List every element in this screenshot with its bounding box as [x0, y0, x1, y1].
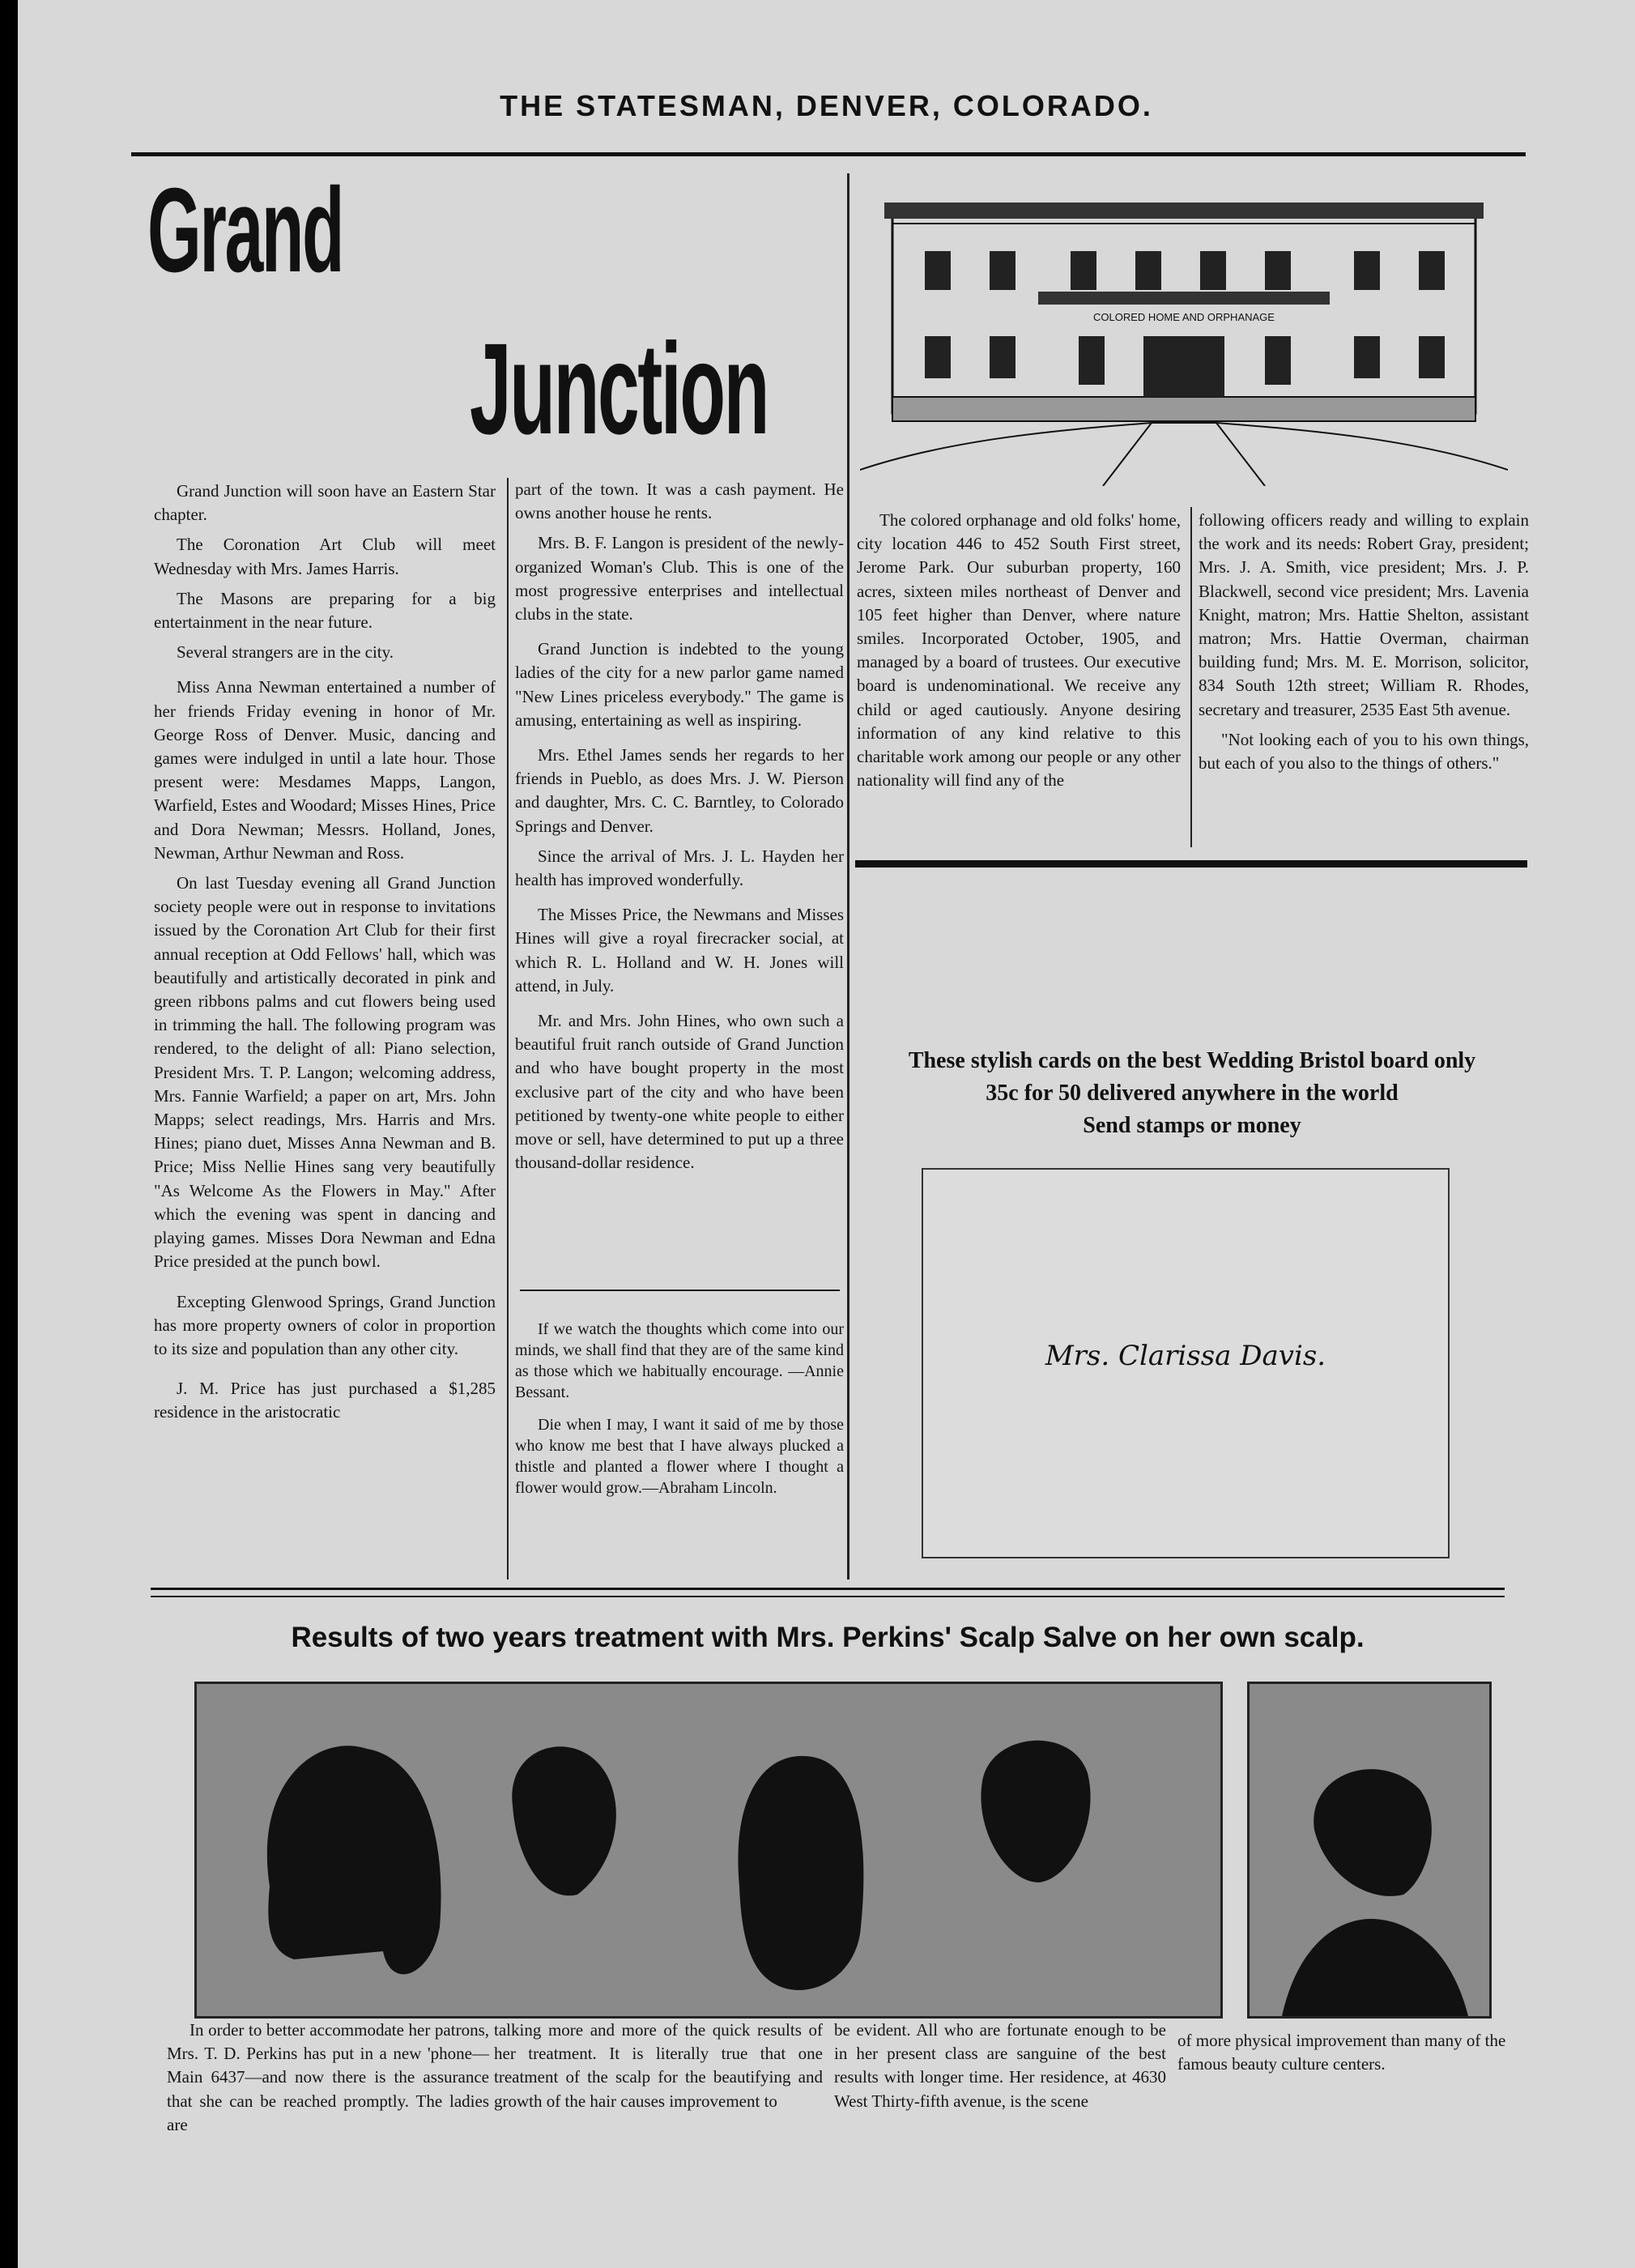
paragraph: part of the town. It was a cash payment. He owns another house he rents. — [515, 480, 844, 523]
title-junction: Junction — [470, 316, 769, 461]
paragraph: Grand Junction is indebted to the young ladies of the city for a new parlor game named "New Lines priceless everybody." The game is amusing, entertaining as well as inspiring. — [515, 639, 844, 730]
orphanage-text-left: The colored orphanage and old folks' home, city location 446 to 452 South First street, Jerome Park. Our suburban property, 160 acres, sixteen miles northeast of Denver and 105 feet higher than Denver, where nature smiles. Incorporated October, 1905, and managed by a board of trustees. Our executive board is undenominational. We receive any child or aged cautiously. Anyone desiring information of any kind relative to this charitable work among our people or any other nationality will find any of the — [857, 510, 1181, 791]
quotes-block — [515, 1319, 844, 1505]
salve-headline: Results of two years treatment with Mrs. Perkins' Scalp Salve on her own scalp. — [291, 1622, 1365, 1653]
orphanage-text-right — [1199, 509, 1529, 782]
masthead-rule — [131, 152, 1526, 156]
paragraph: Since the arrival of Mrs. J. L. Hayden her health has improved wonderfully. — [515, 846, 844, 890]
card-ad-text — [852, 1045, 1532, 1142]
card-ad-line-2: 35c for 50 delivered anywhere in the world — [986, 1081, 1399, 1106]
paragraph: Excepting Glenwood Springs, Grand Junction has more property owners of color in proportion to its size and population than any other city. — [154, 1291, 496, 1358]
masthead: THE STATESMAN, DENVER, COLORADO. — [500, 89, 1153, 122]
paragraph: The Coronation Art Club will meet Wednesday with Mrs. James Harris. — [154, 535, 496, 578]
paragraph: Mr. and Mrs. John Hines, who own such a beautiful fruit ranch outside of Grand Junction and who have bought property in the most exclusive part of the city and who have been petitioned by twenty-one white people to either move or sell, have determined to put up a three thousand-dollar residence. — [515, 1011, 844, 1173]
building-sign: COLORED HOME AND ORPHANAGE — [1093, 311, 1275, 323]
orphanage-building-illustration — [860, 194, 1508, 486]
card-ad-line-3: Send stamps or money — [1083, 1113, 1301, 1138]
bottom-rule — [151, 1588, 1505, 1590]
paragraph: Several strangers are in the city. — [177, 642, 394, 663]
hair-progress-photos — [194, 1682, 1223, 2019]
quote-bessant: If we watch the thoughts which come into our minds, we shall find that they are of the same kind as those which we habitually encourage. —Annie Bessant. — [515, 1320, 844, 1401]
quote-lincoln: Die when I may, I want it said of me by those who know me best that I have always plucked a thistle and planted a flower where I thought a flower would grow.—Abraham Lincoln. — [515, 1416, 844, 1497]
bottom-column-2: talking more and more of the quick results of her treatment. It is literally true that one treatment of the scalp for the beautifying and growth of the hair causes improvement to — [494, 2020, 823, 2111]
section-rule — [855, 860, 1527, 868]
column-rule — [1190, 507, 1192, 847]
column-rule — [847, 173, 849, 1580]
paragraph: The Masons are preparing for a big entertainment in the near future. — [154, 588, 496, 633]
bottom-column-4: of more physical improvement than many of the famous beauty culture centers. — [1177, 2031, 1506, 2074]
bottom-column-3: be evident. All who are fortunate enough to be in her present class are sanguine of the best results with longer time. Her residence, at 4630 West Thirty-fifth avenue, is the scene — [834, 2020, 1166, 2111]
article-column-1 — [154, 480, 496, 1431]
paragraph: Mrs. B. F. Langon is president of the newly-organized Woman's Club. This is one of the most progressive enterprises and intellectual clubs in the state. — [515, 533, 844, 625]
paragraph: The Misses Price, the Newmans and Misses Hines will give a royal firecracker social, at which R. L. Holland and W. H. Jones will attend, in July. — [515, 905, 844, 995]
paragraph: "Not looking each of you to his own things, but each of you also to the things of others." — [1199, 729, 1529, 774]
article-column-2 — [515, 478, 844, 1181]
bottom-rule — [151, 1596, 1505, 1597]
paragraph: Miss Anna Newman entertained a number of her friends Friday evening in honor of Mr. George Ross of Denver. Music, dancing and games were indulged in until a late hour. Those present were: Mesdames Mapps, Langon, Warfield, Estes and Woodard; Misses Hines, Price and Dora Newman; Messrs. Holland, Jones, Newman, Arthur Newman and Ross. — [154, 677, 496, 863]
paragraph: following officers ready and willing to explain the work and its needs: Robert Gray, president; Mrs. J. A. Smith, vice president; Mrs. J. P. Blackwell, second vice president; Mrs. Lavenia Knight, matron; Mrs. Hattie Shelton, assistant matron; Mrs. Hattie Overman, chairman building fund; Mrs. M. E. Morrison, solicitor, 834 South 12th street; William R. Rhodes, secretary and treasurer, 2535 East 5th avenue. — [1199, 510, 1529, 719]
card-ad-line-1: These stylish cards on the best Wedding Bristol board only — [908, 1048, 1476, 1073]
portrait-photo — [1247, 1682, 1492, 2019]
paragraph: Mrs. Ethel James sends her regards to her friends in Pueblo, as does Mrs. J. W. Pierson and daughter, Mrs. C. C. Barntley, to Colorado Springs and Denver. — [515, 745, 844, 836]
newspaper-page — [18, 0, 1635, 2268]
paragraph: J. M. Price has just purchased a $1,285 residence in the aristocratic — [154, 1379, 496, 1422]
title-grand: Grand — [147, 164, 343, 297]
paragraph: Grand Junction will soon have an Eastern Star chapter. — [154, 481, 496, 525]
card-name: Mrs. Clarissa Davis. — [1045, 1340, 1326, 1372]
quote-divider — [520, 1290, 840, 1291]
sample-card — [922, 1168, 1450, 1558]
bottom-column-1: In order to better accommodate her patrons, Mrs. T. D. Perkins has put in a new 'phone—Main 6437—and now there is the assurance that she can be reached promptly. The ladies are — [167, 2020, 489, 2134]
column-rule — [507, 478, 509, 1580]
paragraph: On last Tuesday evening all Grand Junction society people were out in response to invitations issued by the Coronation Art Club for their first annual reception at Odd Fellows' hall, which was beautifully and artistically decorated in pink and green ribbons palms and cut flowers being used in trimming the hall. The following program was rendered, to the delight of all: Piano selection, President Mrs. T. P. Langon; welcoming address, Mrs. Fannie Warfield; a paper on art, Mrs. John Mapps; select readings, Mrs. Harris and Mrs. Hines; piano duet, Misses Anna Newman and B. Price; Miss Nellie Hines sang very beautifully "As Welcome As the Flowers in May." After which the evening was spent in dancing and playing games. Misses Dora Newman and Edna Price presided at the punch bowl. — [154, 873, 496, 1272]
